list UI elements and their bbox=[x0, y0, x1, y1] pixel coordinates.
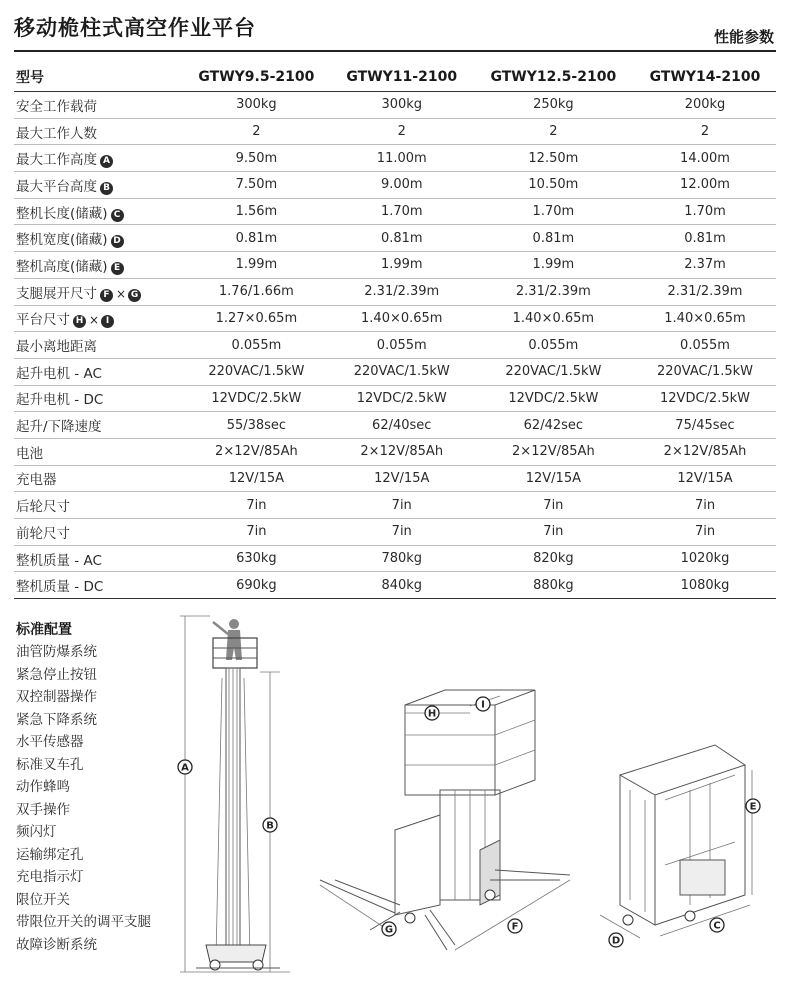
table-cell: 11.00m bbox=[331, 145, 473, 172]
table-cell: 0.81m bbox=[182, 225, 331, 252]
list-item: 双手操作 bbox=[16, 801, 70, 818]
list-item: 限位开关 bbox=[16, 891, 70, 908]
list-item: 充电指示灯 bbox=[16, 869, 84, 885]
table-cell: 7.50m bbox=[182, 172, 331, 199]
table-cell: 1.76/1.66m bbox=[182, 278, 331, 305]
table-cell: 2.37m bbox=[634, 252, 776, 279]
table-cell: 220VAC/1.5kW bbox=[634, 358, 776, 385]
table-cell: 1.70m bbox=[634, 198, 776, 225]
table-cell: 1.70m bbox=[473, 198, 634, 225]
table-cell: 220VAC/1.5kW bbox=[473, 358, 634, 385]
row-label-text: 整机长度(储藏) bbox=[16, 205, 108, 222]
table-cell: 7in bbox=[634, 492, 776, 519]
table-cell: 12.00m bbox=[634, 172, 776, 199]
dimension-badge: C bbox=[111, 209, 124, 222]
dimension-badge: H bbox=[73, 315, 86, 328]
section-subtitle: 性能参数 bbox=[713, 28, 774, 46]
dimension-badge: D bbox=[111, 235, 124, 248]
list-item: 动作蜂鸣 bbox=[16, 779, 70, 795]
dimension-badge: I bbox=[101, 315, 114, 328]
table-cell: 840kg bbox=[331, 572, 473, 599]
table-cell: 0.055m bbox=[182, 332, 331, 359]
table-cell: 12VDC/2.5kW bbox=[331, 385, 473, 412]
dimension-marker-label: E bbox=[749, 801, 757, 813]
table-cell: 2×12V/85Ah bbox=[331, 438, 473, 465]
row-label-text: 起升/下降速度 bbox=[16, 419, 102, 436]
col-header-model: 型号 bbox=[14, 63, 182, 92]
row-label-text: 最小离地距离 bbox=[16, 339, 97, 356]
table-cell: 0.81m bbox=[634, 225, 776, 252]
table-cell: 300kg bbox=[182, 92, 331, 119]
page-title: 移动桅柱式高空作业平台 bbox=[14, 16, 256, 40]
stowed-diagram bbox=[600, 745, 752, 938]
operator-figure bbox=[213, 619, 242, 660]
table-cell: 62/42sec bbox=[473, 412, 634, 439]
table-cell: 7in bbox=[331, 519, 473, 546]
row-label-text: 充电器 bbox=[16, 472, 57, 489]
table-cell: 2 bbox=[182, 118, 331, 145]
list-item: 故障诊断系统 bbox=[16, 936, 97, 953]
row-label-text: 起升电机 - DC bbox=[16, 392, 104, 409]
table-cell: 1080kg bbox=[634, 572, 776, 599]
times-sign: × bbox=[89, 313, 100, 328]
table-cell: 7in bbox=[331, 492, 473, 519]
row-label-text: 电池 bbox=[16, 445, 43, 462]
list-item: 运输绑定孔 bbox=[16, 846, 84, 863]
table-cell: 220VAC/1.5kW bbox=[331, 358, 473, 385]
row-label-text: 最大工作人数 bbox=[16, 125, 97, 142]
table-cell: 1.40×0.65m bbox=[331, 305, 473, 332]
list-item: 紧急下降系统 bbox=[16, 711, 97, 728]
dimension-badge: E bbox=[111, 262, 124, 275]
dimension-badge: B bbox=[100, 182, 113, 195]
list-item: 频闪灯 bbox=[16, 824, 57, 840]
table-cell: 2.31/2.39m bbox=[634, 278, 776, 305]
table-cell: 12.50m bbox=[473, 145, 634, 172]
table-cell: 55/38sec bbox=[182, 412, 331, 439]
col-header: GTWY14-2100 bbox=[634, 63, 776, 92]
dimension-marker-label: B bbox=[266, 820, 274, 832]
dimension-badge: A bbox=[100, 155, 113, 168]
table-cell: 630kg bbox=[182, 545, 331, 572]
row-label-text: 支腿展开尺寸 bbox=[16, 285, 97, 302]
dimension-badge: F bbox=[100, 289, 113, 302]
dimension-marker-label: H bbox=[427, 708, 437, 720]
row-label-text: 最大平台高度 bbox=[16, 178, 97, 195]
table-cell: 12V/15A bbox=[331, 465, 473, 492]
dimension-badge: G bbox=[128, 289, 141, 302]
table-cell: 880kg bbox=[473, 572, 634, 599]
list-item: 带限位开关的调平支腿 bbox=[16, 914, 151, 930]
row-label-text: 前轮尺寸 bbox=[16, 525, 70, 542]
row-label-text: 后轮尺寸 bbox=[16, 499, 70, 516]
list-item: 双控制器操作 bbox=[16, 689, 97, 705]
table-cell: 1.40×0.65m bbox=[634, 305, 776, 332]
table-cell: 2 bbox=[473, 118, 634, 145]
table-cell: 820kg bbox=[473, 545, 634, 572]
table-cell: 1.99m bbox=[182, 252, 331, 279]
table-cell: 12V/15A bbox=[182, 465, 331, 492]
extended-lift-diagram bbox=[180, 616, 290, 972]
row-label-text: 平台尺寸 bbox=[16, 312, 70, 329]
table-cell: 9.00m bbox=[331, 172, 473, 199]
standard-config-title: 标准配置 bbox=[16, 622, 72, 638]
list-item: 标准叉车孔 bbox=[16, 756, 84, 773]
table-cell: 0.055m bbox=[331, 332, 473, 359]
row-label-text: 最大工作高度 bbox=[16, 152, 97, 169]
table-cell: 2 bbox=[634, 118, 776, 145]
table-cell: 7in bbox=[473, 519, 634, 546]
table-cell: 300kg bbox=[331, 92, 473, 119]
table-cell: 2×12V/85Ah bbox=[182, 438, 331, 465]
table-cell: 7in bbox=[634, 519, 776, 546]
row-label-text: 安全工作载荷 bbox=[16, 98, 97, 115]
table-cell: 2×12V/85Ah bbox=[473, 438, 634, 465]
dimension-marker-label: G bbox=[384, 924, 394, 936]
table-cell: 14.00m bbox=[634, 145, 776, 172]
table-cell: 2.31/2.39m bbox=[473, 278, 634, 305]
list-item: 油管防爆系统 bbox=[16, 644, 97, 660]
table-cell: 250kg bbox=[473, 92, 634, 119]
table-cell: 690kg bbox=[182, 572, 331, 599]
table-cell: 0.055m bbox=[634, 332, 776, 359]
table-cell: 0.81m bbox=[331, 225, 473, 252]
table-cell: 0.81m bbox=[473, 225, 634, 252]
row-label-text: 整机质量 - AC bbox=[16, 552, 102, 569]
table-cell: 1.99m bbox=[331, 252, 473, 279]
dimension-marker-label: I bbox=[481, 699, 485, 711]
diagram-labels bbox=[178, 697, 760, 947]
table-cell: 12VDC/2.5kW bbox=[182, 385, 331, 412]
table-cell: 1.27×0.65m bbox=[182, 305, 331, 332]
table-cell: 2×12V/85Ah bbox=[634, 438, 776, 465]
table-cell: 200kg bbox=[634, 92, 776, 119]
col-header: GTWY9.5-2100 bbox=[182, 63, 331, 92]
dimension-marker-label: F bbox=[511, 921, 519, 933]
dimension-marker-label: A bbox=[181, 762, 189, 774]
table-cell: 780kg bbox=[331, 545, 473, 572]
table-cell: 62/40sec bbox=[331, 412, 473, 439]
table-cell: 7in bbox=[182, 519, 331, 546]
row-label-text: 整机宽度(储藏) bbox=[16, 232, 108, 249]
table-cell: 0.055m bbox=[473, 332, 634, 359]
dimension-marker-label: C bbox=[713, 920, 721, 932]
table-cell: 1.56m bbox=[182, 198, 331, 225]
table-cell: 7in bbox=[473, 492, 634, 519]
times-sign: × bbox=[116, 286, 127, 301]
table-cell: 2 bbox=[331, 118, 473, 145]
table-cell: 7in bbox=[182, 492, 331, 519]
list-item: 紧急停止按钮 bbox=[16, 666, 97, 683]
outrigger-diagram bbox=[320, 690, 570, 950]
table-cell: 12VDC/2.5kW bbox=[634, 385, 776, 412]
table-cell: 12VDC/2.5kW bbox=[473, 385, 634, 412]
col-header: GTWY11-2100 bbox=[331, 63, 473, 92]
dimension-marker-label: D bbox=[611, 935, 621, 947]
col-header: GTWY12.5-2100 bbox=[473, 63, 634, 92]
row-label-text: 起升电机 - AC bbox=[16, 365, 102, 382]
table-cell: 10.50m bbox=[473, 172, 634, 199]
table-cell: 9.50m bbox=[182, 145, 331, 172]
list-item: 水平传感器 bbox=[16, 734, 84, 750]
table-cell: 1.70m bbox=[331, 198, 473, 225]
table-cell: 12V/15A bbox=[634, 465, 776, 492]
table-cell: 1020kg bbox=[634, 545, 776, 572]
table-cell: 12V/15A bbox=[473, 465, 634, 492]
table-cell: 1.40×0.65m bbox=[473, 305, 634, 332]
row-label-text: 整机质量 - DC bbox=[16, 579, 104, 596]
table-cell: 75/45sec bbox=[634, 412, 776, 439]
table-cell: 2.31/2.39m bbox=[331, 278, 473, 305]
table-cell: 1.99m bbox=[473, 252, 634, 279]
row-label-text: 整机高度(储藏) bbox=[16, 258, 108, 275]
table-cell: 220VAC/1.5kW bbox=[182, 358, 331, 385]
